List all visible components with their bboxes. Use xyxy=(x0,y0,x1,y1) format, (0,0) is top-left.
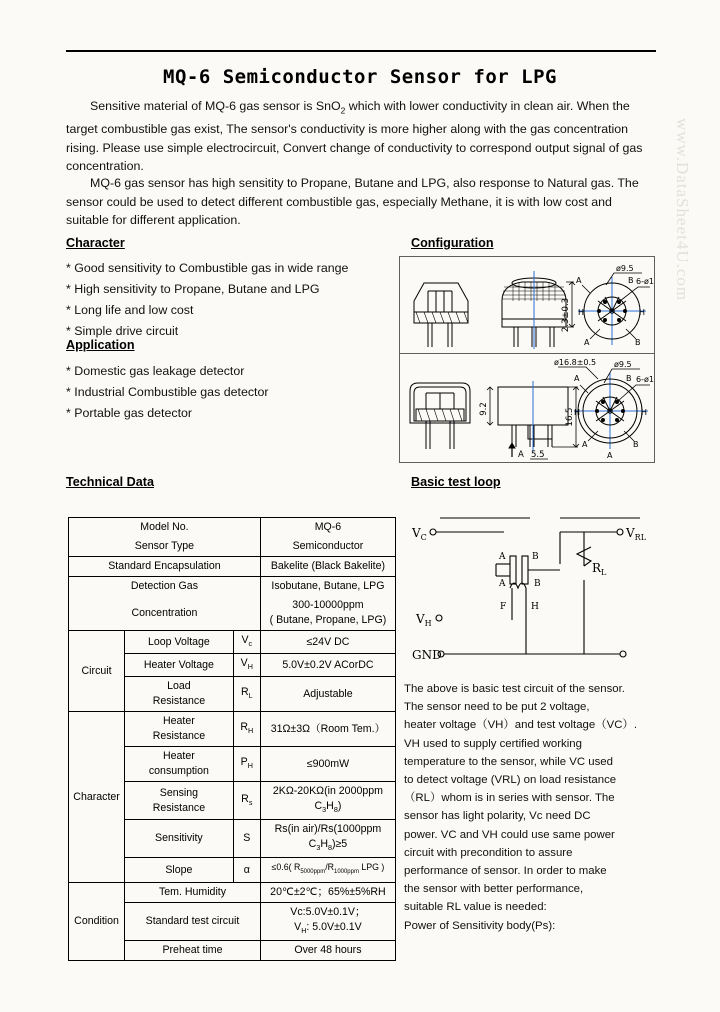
label-rl: $R_L$ xyxy=(592,561,607,577)
list-item: * Portable gas detector xyxy=(66,406,193,420)
svg-text:H: H xyxy=(639,308,646,317)
label-pin-h: H xyxy=(531,602,539,612)
svg-text:A: A xyxy=(582,440,588,449)
table-row xyxy=(69,537,396,557)
cell-preheat-time-value: Over 48 hours xyxy=(260,941,395,961)
cell-heater-resistance-symbol xyxy=(233,712,260,747)
cell-heater-resistance-label xyxy=(125,712,234,747)
application-heading: Application xyxy=(66,338,135,352)
cell-heater-consumption-label xyxy=(125,747,234,782)
cell-sensor-type-label: Sensor Type xyxy=(69,537,261,557)
label-vrl: $V_{RL}$ xyxy=(626,526,647,542)
value-part-mid: H xyxy=(326,800,334,813)
basic-test-loop-diagram xyxy=(404,492,656,674)
value-part-mid: /R xyxy=(325,862,335,873)
svg-text:H: H xyxy=(641,408,648,417)
table-row xyxy=(69,712,396,747)
cell-sensitivity-label: Sensitivity xyxy=(125,820,234,858)
description-line: to detect voltage (VRL) on load resistance xyxy=(404,774,617,787)
svg-text:6-ø1: 6-ø1 xyxy=(636,277,654,286)
symbol-base: S xyxy=(243,832,251,845)
configuration-heading: Configuration xyxy=(411,236,494,250)
intro-paragraph-1-part-b: which with lower conductivity in clean air. When the target combustible gas exist, The sensor's conductivity is more higher along with the gas concentration rising. Please use simple electrocircuit, Convert change of conductivity to correspond output signal of gas concentration. xyxy=(66,99,643,174)
std-test-line-2 xyxy=(263,920,393,938)
technical-data-heading: Technical Data xyxy=(66,475,154,489)
header-divider xyxy=(66,50,656,52)
list-item: * Simple drive circuit xyxy=(66,324,179,338)
description-line: performance of sensor. In order to make xyxy=(404,865,607,878)
configuration-diagram-box xyxy=(399,256,655,463)
svg-text:5.5: 5.5 xyxy=(531,450,545,460)
cell-slope-value xyxy=(260,858,395,883)
value-part-mid: H xyxy=(320,838,328,851)
cell-sensitivity-value xyxy=(260,820,395,858)
label-pin-b-bottom: B xyxy=(534,579,541,589)
cell-load-resistance-symbol xyxy=(233,677,260,712)
cell-heater-consumption-value: ≤900mW xyxy=(260,747,395,782)
table-row xyxy=(69,883,396,903)
cell-detection-gas-label: Detection Gas xyxy=(69,577,261,597)
cell-loop-voltage-symbol xyxy=(233,631,260,654)
symbol-sub: L xyxy=(248,691,253,701)
load-resistance-line-2: Resistance xyxy=(152,695,206,708)
value-part-b: : 5.0V±0.1V xyxy=(306,921,362,934)
configuration-bottom-views xyxy=(400,353,654,461)
technical-data-table xyxy=(68,517,396,961)
cell-group-circuit: Circuit xyxy=(69,631,125,712)
symbol-sub: H xyxy=(247,662,253,672)
concentration-line-1: 300-10000ppm xyxy=(292,599,364,611)
svg-text:H: H xyxy=(578,308,585,317)
value-sub-1: 5000ppm xyxy=(300,869,326,876)
cell-concentration-value xyxy=(260,596,395,631)
value-sub-1: 3 xyxy=(316,843,321,853)
intro-paragraph-1 xyxy=(66,97,658,176)
heater-consumption-line-1: Heater xyxy=(163,750,195,763)
description-line: temperature to the sensor, while VC used xyxy=(404,755,613,768)
svg-text:A: A xyxy=(584,338,590,347)
svg-text:6-ø1: 6-ø1 xyxy=(636,375,654,384)
svg-text:H: H xyxy=(574,408,581,417)
cell-load-resistance-value: Adjustable xyxy=(260,677,395,712)
description-line: The sensor need to be put 2 voltage, xyxy=(404,701,590,714)
symbol-sub: c xyxy=(248,639,253,649)
symbol-base: V xyxy=(240,657,248,670)
character-heading: Character xyxy=(66,236,125,250)
table-row xyxy=(69,518,396,538)
value-sub-1: 3 xyxy=(322,805,327,815)
page-title: MQ-6 Semiconductor Sensor for LPG xyxy=(163,66,557,88)
description-line: heater voltage（VH）and test voltage（VC）. xyxy=(404,719,637,732)
label-pin-a-top: A xyxy=(499,552,506,562)
cell-loop-voltage-label: Loop Voltage xyxy=(125,631,234,654)
cell-encapsulation-label: Standard Encapsulation xyxy=(69,557,261,577)
value-sub-2: 8 xyxy=(333,805,338,815)
configuration-top-svg xyxy=(400,257,654,353)
application-list xyxy=(66,361,269,424)
cell-sensing-resistance-label xyxy=(125,782,234,820)
description-line: suitable RL value is needed: xyxy=(404,901,547,914)
description-line: sensor has light polarity, Vc need DC xyxy=(404,810,591,823)
value-part-a: V xyxy=(294,921,302,934)
cell-heater-consumption-symbol xyxy=(233,747,260,782)
label-pin-b-top: B xyxy=(532,552,539,562)
configuration-top-views xyxy=(400,257,654,354)
svg-text:B: B xyxy=(635,338,641,347)
list-item: * Domestic gas leakage detector xyxy=(66,364,245,378)
description-line: （RL）whom is in series with sensor. The xyxy=(404,792,615,805)
cell-preheat-time-label: Preheat time xyxy=(125,941,261,961)
description-line: Power of Sensitivity body(Ps): xyxy=(404,919,556,932)
symbol-base: P xyxy=(240,756,248,769)
intro-paragraph-2 xyxy=(66,174,658,230)
cell-detection-gas-value: Isobutane, Butane, LPG xyxy=(260,577,395,597)
cell-heater-resistance-value: 31Ω±3Ω（Room Tem.） xyxy=(260,712,395,747)
cell-heater-voltage-label: Heater Voltage xyxy=(125,654,234,677)
symbol-sub: H xyxy=(247,761,253,771)
cell-sensing-resistance-value xyxy=(260,782,395,820)
heater-resistance-line-1: Heater xyxy=(163,715,195,728)
intro-paragraph-1-part-a: Sensitive material of MQ-6 gas sensor is SnO xyxy=(90,99,341,113)
description-line: circuit with precondition to assure xyxy=(404,846,573,859)
cell-load-resistance-label xyxy=(125,677,234,712)
cell-model-no-label: Model No. xyxy=(69,518,261,538)
value-sub: H xyxy=(301,926,307,936)
label-vh: $V_H$ xyxy=(416,612,432,628)
heater-resistance-line-2: Resistance xyxy=(152,730,206,743)
cell-standard-test-circuit-label: Standard test circuit xyxy=(125,903,261,941)
svg-text:2.3±0.3: 2.3±0.3 xyxy=(561,297,571,333)
symbol-sub: H xyxy=(248,726,254,736)
value-part-a: ≤0.6( R xyxy=(271,862,301,873)
label-pin-a-bottom: A xyxy=(499,579,506,589)
list-item: * Industrial Combustible gas detector xyxy=(66,385,269,399)
value-part-a: 2KΩ-20KΩ(in 2000ppm C xyxy=(272,785,383,813)
value-part-b: ) xyxy=(337,800,342,813)
list-item: * High sensitivity to Propane, Butane and LPG xyxy=(66,282,320,296)
cell-sensing-resistance-symbol xyxy=(233,782,260,820)
cell-slope-label: Slope xyxy=(125,858,234,883)
load-resistance-line-1: Load xyxy=(167,680,191,693)
sno2-subscript: 2 xyxy=(340,105,346,116)
table-row xyxy=(69,557,396,577)
basic-test-loop-heading: Basic test loop xyxy=(411,475,501,489)
svg-text:B: B xyxy=(626,374,632,383)
test-loop-svg xyxy=(404,492,656,674)
description-line: the sensor with better performance, xyxy=(404,883,584,896)
description-line: power. VC and VH could use same power xyxy=(404,828,615,841)
watermark: www.DataSheet4U.com xyxy=(673,118,692,302)
configuration-bottom-svg xyxy=(400,353,654,461)
svg-text:B: B xyxy=(628,276,634,285)
svg-text:A: A xyxy=(607,451,613,460)
svg-text:B: B xyxy=(633,440,639,449)
list-item: * Long life and low cost xyxy=(66,303,194,317)
svg-text:A: A xyxy=(576,276,582,285)
value-sub-2: 1000ppm xyxy=(334,869,359,876)
cell-sensitivity-symbol xyxy=(233,820,260,858)
symbol-base: R xyxy=(240,686,249,699)
cell-sensor-type-value: Semiconductor xyxy=(260,537,395,557)
concentration-line-2: ( Butane, Propane, LPG) xyxy=(269,614,387,626)
label-gnd: GND xyxy=(412,648,442,662)
cell-slope-symbol xyxy=(233,858,260,883)
cell-concentration-label: Concentration xyxy=(69,596,261,631)
symbol-base: α xyxy=(243,863,250,876)
list-item: * Good sensitivity to Combustible gas in wide range xyxy=(66,261,349,275)
intro-paragraph-2-text: MQ-6 gas sensor has high sensitity to Propane, Butane and LPG, also response to Natural gas. The sensor could be used to detect different combustible gas, especially Methane, it is with low cost and suitable for different application. xyxy=(66,176,639,228)
value-sub-2: 8 xyxy=(327,843,332,853)
cell-loop-voltage-value: ≤24V DC xyxy=(260,631,395,654)
std-test-line-1: Vc:5.0V±0.1V； xyxy=(290,906,366,919)
table-row xyxy=(69,596,396,631)
svg-text:ø9.5: ø9.5 xyxy=(616,264,634,273)
svg-text:A: A xyxy=(518,450,524,460)
cell-heater-voltage-value: 5.0V±0.2V ACorDC xyxy=(260,654,395,677)
svg-text:16.5: 16.5 xyxy=(565,407,575,427)
value-part-b: )≥5 xyxy=(331,838,348,851)
sensing-resistance-line-1: Sensing xyxy=(159,786,199,799)
cell-temp-humidity-label: Tem. Humidity xyxy=(125,883,261,903)
cell-group-condition: Condition xyxy=(69,883,125,961)
table-row xyxy=(69,631,396,654)
cell-group-character: Character xyxy=(69,712,125,883)
symbol-base: V xyxy=(241,634,249,646)
sensing-resistance-line-2: Resistance xyxy=(152,801,206,814)
cell-encapsulation-value: Bakelite (Black Bakelite) xyxy=(260,557,395,577)
symbol-sub: s xyxy=(248,797,253,807)
svg-text:ø16.8±0.5: ø16.8±0.5 xyxy=(554,358,597,367)
symbol-base: R xyxy=(240,721,248,734)
character-list xyxy=(66,258,348,342)
table-row xyxy=(69,577,396,597)
svg-text:9.2: 9.2 xyxy=(479,402,489,416)
description-line: The above is basic test circuit of the sensor. xyxy=(404,683,625,695)
symbol-base: R xyxy=(241,792,249,805)
description-line: VH used to supply certified working xyxy=(404,737,582,750)
label-pin-f: F xyxy=(500,602,507,612)
cell-model-no-value: MQ-6 xyxy=(260,518,395,538)
label-vc: $V_C$ xyxy=(412,526,427,542)
value-part-b: LPG ) xyxy=(358,862,385,873)
cell-standard-test-circuit-value xyxy=(260,903,395,941)
cell-temp-humidity-value: 20℃±2℃；65%±5%RH xyxy=(260,883,395,903)
test-loop-description xyxy=(404,680,662,935)
cell-heater-voltage-symbol xyxy=(233,654,260,677)
heater-consumption-line-2: consumption xyxy=(148,765,209,778)
value-part-a: Rs(in air)/Rs(1000ppm C xyxy=(274,823,382,851)
svg-text:A: A xyxy=(574,374,580,383)
svg-text:ø9.5: ø9.5 xyxy=(614,360,632,369)
